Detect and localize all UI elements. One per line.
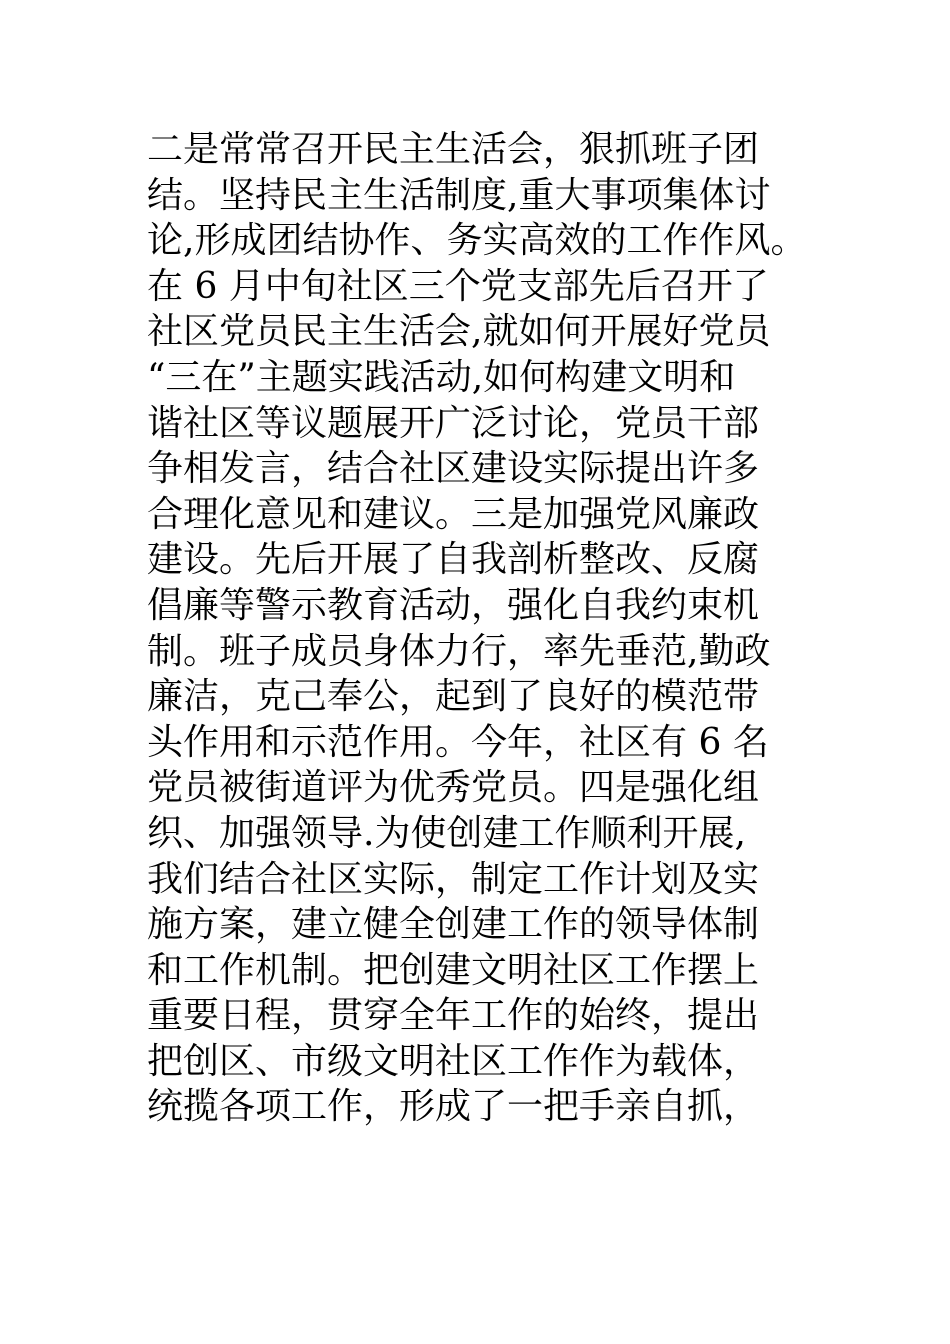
- text-line: 头作用和示范作用。今年，社区有 6 名: [147, 721, 769, 763]
- text-line: 我们结合社区实际，制定工作计划及实: [147, 858, 760, 900]
- text-line: 党员被街道评为优秀党员。四是强化组: [147, 767, 760, 809]
- text-line: 把创区、市级文明社区工作作为载体，: [147, 1040, 760, 1082]
- text-line: 织、加强领导.为使创建工作顺利开展,: [147, 812, 746, 854]
- text-line: “三在”主题实践活动,如何构建文明和: [147, 356, 736, 398]
- text-line: 结。坚持民主生活制度,重大事项集体讨: [147, 174, 771, 216]
- text-line: 争相发言，结合社区建设实际提出许多: [147, 448, 760, 490]
- text-line: 二是常常召开民主生活会，狠抓班子团: [147, 129, 760, 170]
- text-line: 重要日程，贯穿全年工作的始终，提出: [147, 995, 760, 1037]
- text-line: 社区党员民主生活会,就如何开展好党员: [147, 311, 771, 353]
- text-line: 倡廉等警示教育活动，强化自我约束机: [147, 584, 760, 626]
- text-line: 廉洁，克己奉公，起到了良好的模范带: [147, 676, 760, 718]
- text-line: 统揽各项工作，形成了一把手亲自抓，: [147, 1086, 760, 1128]
- text-line: 谐社区等议题展开广泛讨论，党员干部: [147, 402, 760, 444]
- text-line: 论,形成团结协作、务实高效的工作作风。: [147, 220, 807, 262]
- text-line: 建设。先后开展了自我剖析整改、反腐: [147, 539, 760, 581]
- text-line: 合理化意见和建议。三是加强党风廉政: [147, 493, 760, 535]
- text-line: 和工作机制。把创建文明社区工作摆上: [147, 949, 760, 991]
- text-line: 施方案，建立健全创建工作的领导体制: [147, 904, 760, 946]
- body-text: [147, 127, 847, 1130]
- text-line: 制。班子成员身体力行，率先垂范,勤政: [147, 630, 771, 672]
- text-line: 在 6 月中旬社区三个党支部先后召开了: [147, 265, 769, 307]
